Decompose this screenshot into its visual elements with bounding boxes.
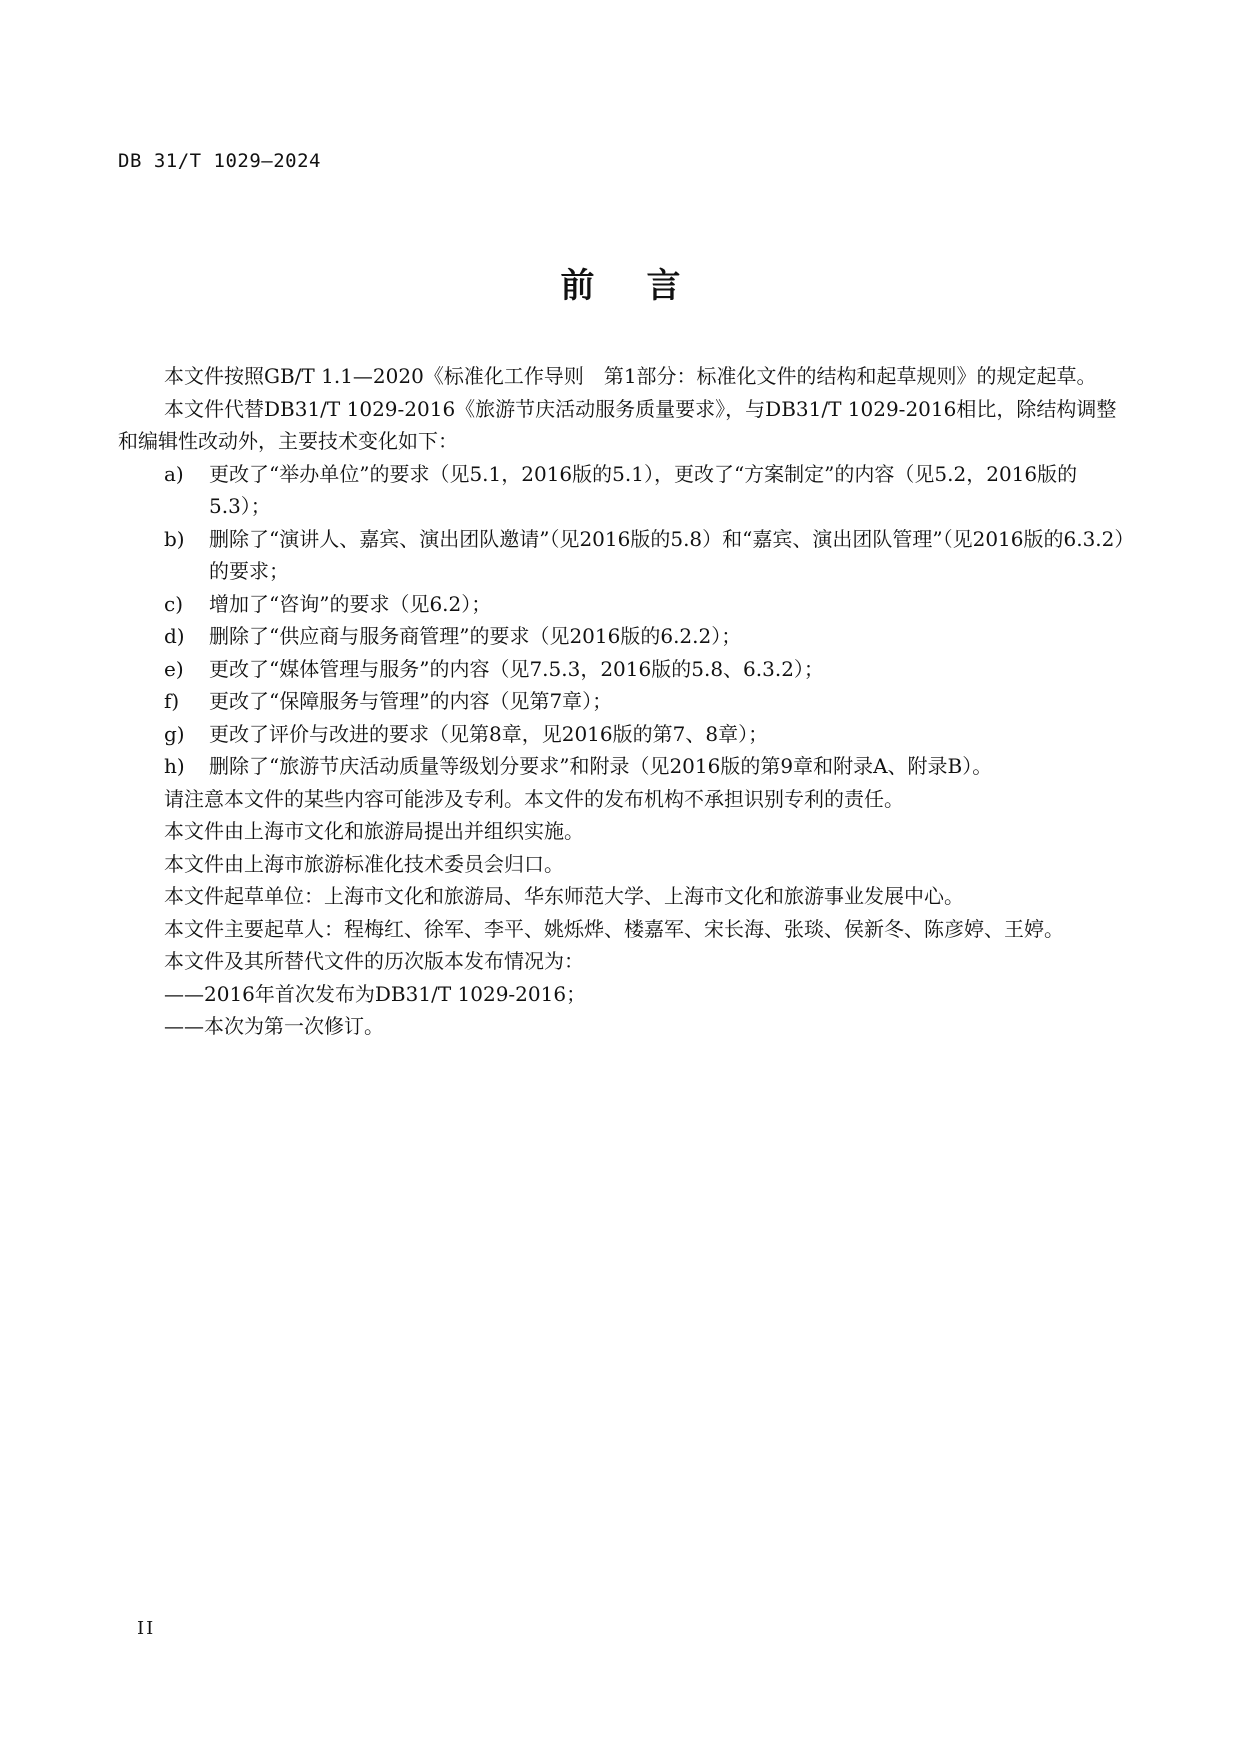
document-code: DB 31/T 1029—2024 — [118, 150, 321, 172]
paragraph-drafting-rules: 本文件按照GB/T 1.1—2020《标准化工作导则 第1部分：标准化文件的结构和起草规则》的规定起草。 — [164, 364, 1097, 388]
paragraph-replacement: 本文件代替DB31/T 1029-2016《旅游节庆活动服务质量要求》，与DB31/T 1029-2016相比，除结构调整和编辑性改动外，主要技术变化如下： — [118, 396, 1117, 453]
list-item: b) 删除了“演讲人、嘉宾、演出团队邀请”（见2016版的5.8）和“嘉宾、演出团队管理”（见2016版的6.3.2）的要求； — [164, 526, 1125, 583]
history-entry: ——本次为第一次修订。 — [164, 1014, 384, 1038]
paragraph-drafters: 本文件主要起草人：程梅红、徐军、李平、姚烁烨、楼嘉军、宋长海、张琰、侯新冬、陈彦婷、王婷。 — [164, 916, 1064, 941]
list-item: h) 删除了“旅游节庆活动质量等级划分要求”和附录（见2016版的第9章和附录A、附录B）。 — [164, 754, 993, 778]
list-item: d) 删除了“供应商与服务商管理”的要求（见2016版的6.2.2）； — [164, 624, 742, 648]
list-item: e) 更改了“媒体管理与服务”的内容（见7.5.3，2016版的5.8、6.3.2）； — [164, 656, 824, 681]
list-item: c) 增加了“咨询”的要求（见6.2）； — [164, 591, 492, 616]
page-title: 前言 — [560, 266, 733, 306]
foreword-body — [118, 360, 1128, 1043]
paragraph-history-intro: 本文件及其所替代文件的历次版本发布情况为： — [164, 949, 584, 973]
paragraph-centralized: 本文件由上海市旅游标准化技术委员会归口。 — [164, 851, 564, 876]
list-item: g) 更改了评价与改进的要求（见第8章，见2016版的第7、8章）； — [164, 721, 769, 746]
list-item: a) 更改了“举办单位”的要求（见5.1，2016版的5.1），更改了“方案制定”的内容（见5.2，2016版的5.3）； — [164, 461, 1078, 518]
paragraph-proposer: 本文件由上海市文化和旅游局提出并组织实施。 — [164, 819, 584, 843]
list-item: f) 更改了“保障服务与管理”的内容（见第7章）； — [164, 689, 613, 713]
page-number: II — [137, 1618, 156, 1639]
paragraph-drafting-units: 本文件起草单位：上海市文化和旅游局、华东师范大学、上海市文化和旅游事业发展中心。 — [164, 884, 964, 908]
paragraph-patent-notice: 请注意本文件的某些内容可能涉及专利。本文件的发布机构不承担识别专利的责任。 — [164, 786, 904, 811]
change-list — [118, 458, 1128, 783]
history-entry: ——2016年首次发布为DB31/T 1029-2016； — [164, 981, 587, 1006]
